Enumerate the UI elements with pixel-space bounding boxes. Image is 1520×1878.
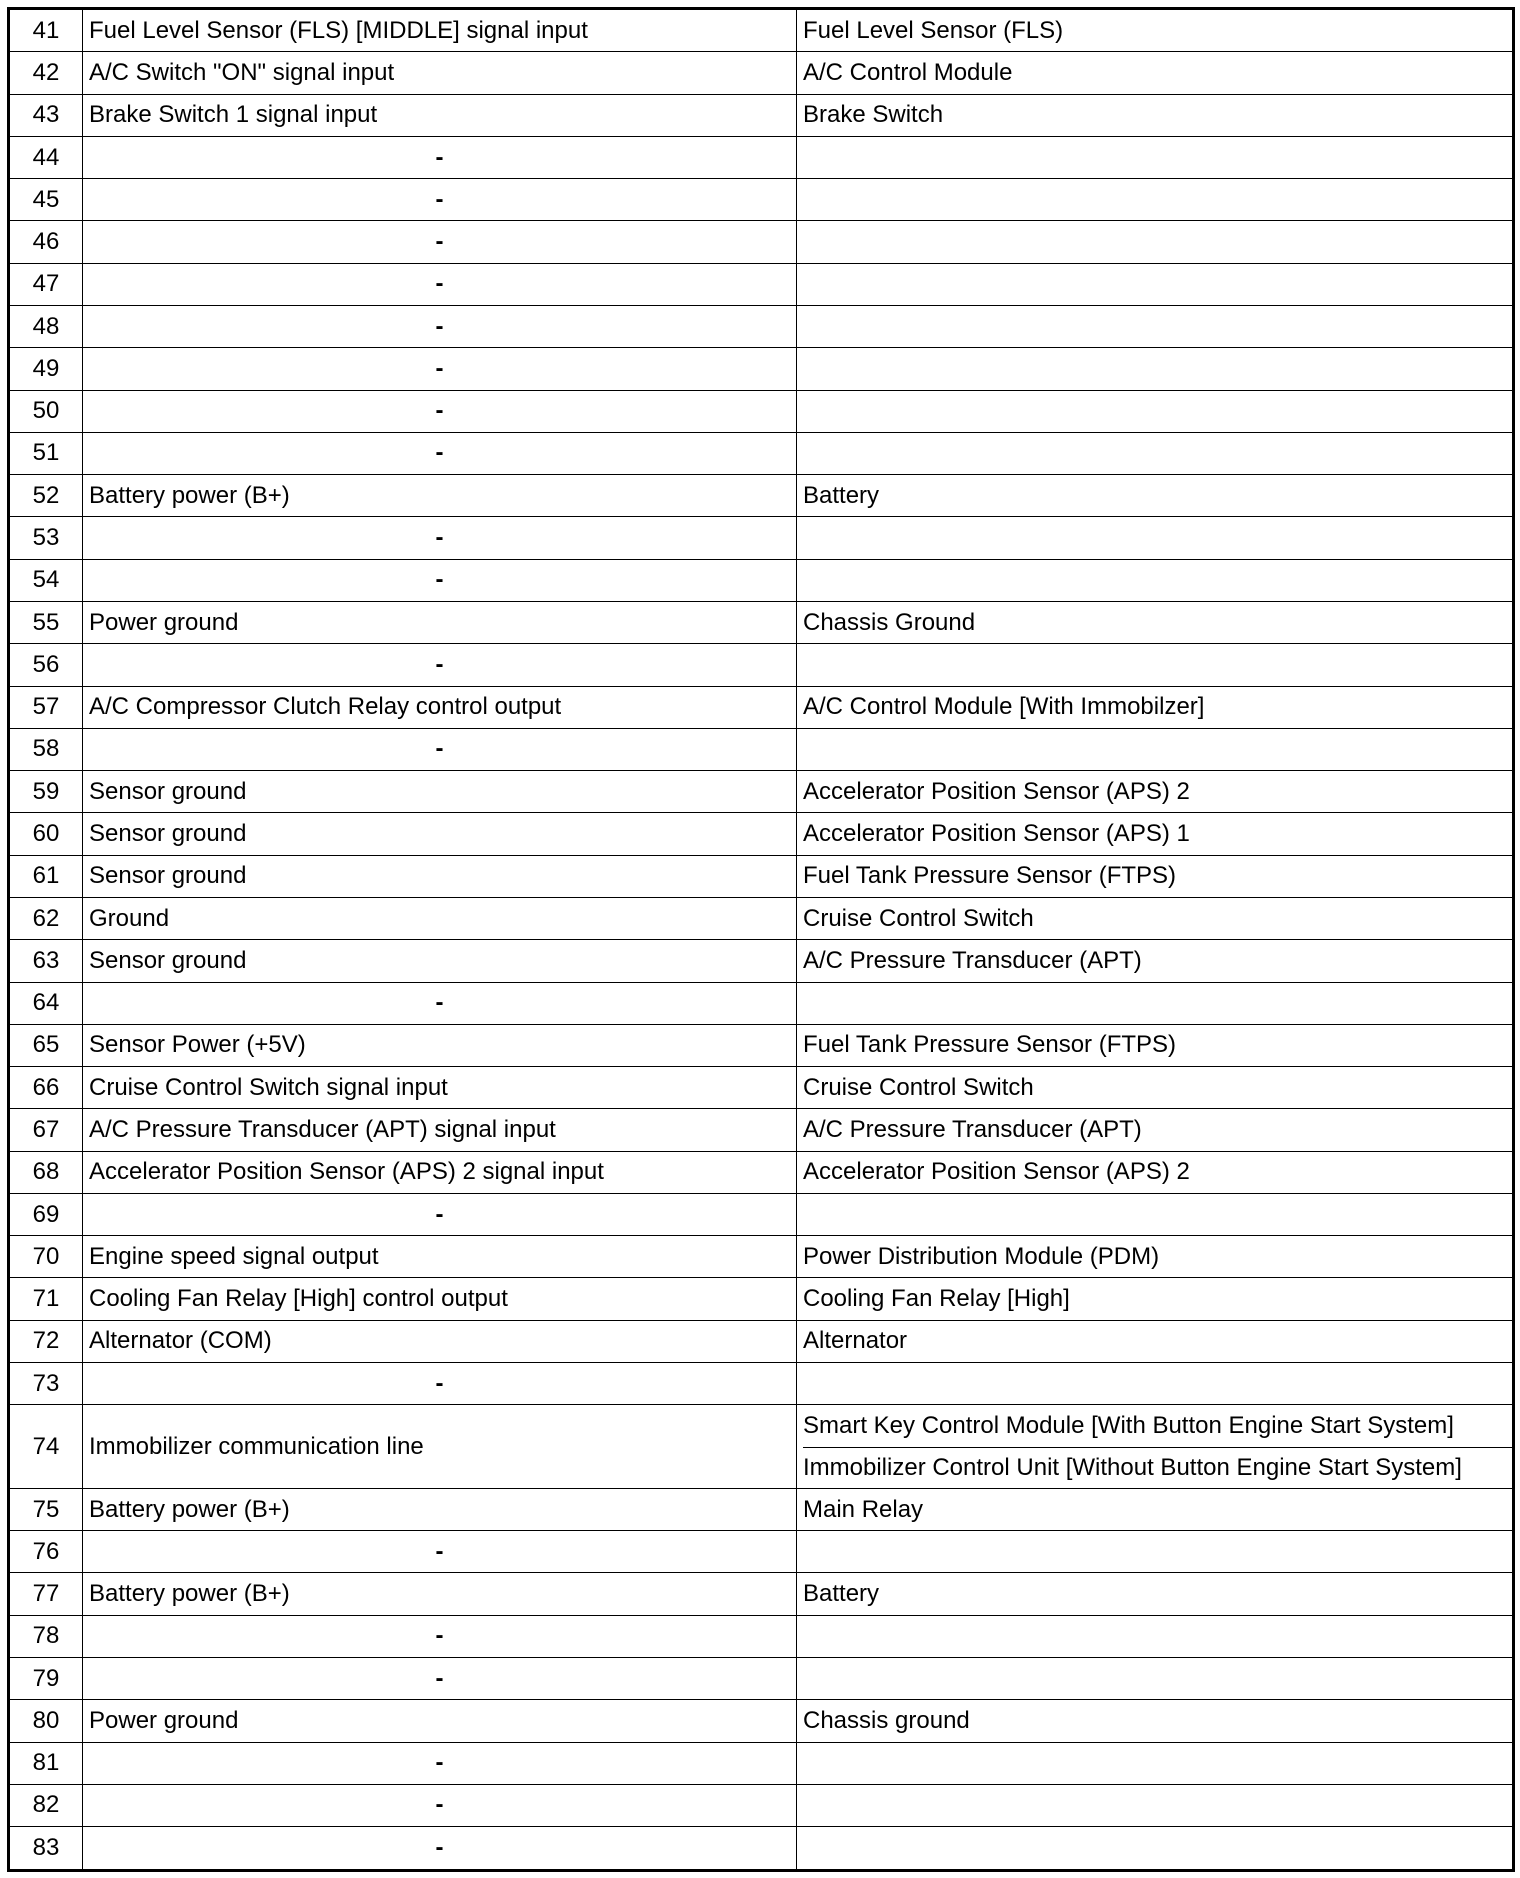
pin-number-cell: 66 (9, 1067, 83, 1109)
connected-to-cell: Accelerator Position Sensor (APS) 2 (797, 1151, 1514, 1193)
table-row (9, 1024, 1514, 1066)
table-row (9, 559, 1514, 601)
pin-number-cell: 51 (9, 432, 83, 474)
description-cell: - (83, 517, 797, 559)
description-cell: - (83, 179, 797, 221)
pin-number-cell: 68 (9, 1151, 83, 1193)
description-cell: - (83, 1784, 797, 1826)
connected-to-cell (797, 348, 1514, 390)
pin-number-cell: 69 (9, 1193, 83, 1235)
description-cell: - (83, 982, 797, 1024)
table-row (9, 390, 1514, 432)
description-cell: - (83, 1531, 797, 1573)
table-row (9, 1363, 1514, 1405)
connected-to-cell: Accelerator Position Sensor (APS) 1 (797, 813, 1514, 855)
pin-number-cell: 53 (9, 517, 83, 559)
table-row (9, 1573, 1514, 1615)
table-row (9, 1658, 1514, 1700)
connected-to-cell (797, 1363, 1514, 1405)
connected-to-cell: Chassis Ground (797, 601, 1514, 643)
pin-number-cell: 43 (9, 94, 83, 136)
pin-number-cell: 62 (9, 897, 83, 939)
connected-to-cell (797, 1658, 1514, 1700)
table-body (9, 9, 1514, 1871)
connected-to-cell: Cruise Control Switch (797, 1067, 1514, 1109)
pin-number-cell: 41 (9, 9, 83, 52)
table-row (9, 897, 1514, 939)
connected-to-cell (797, 263, 1514, 305)
description-cell: - (83, 136, 797, 178)
connected-to-entry: Immobilizer Control Unit [Without Button Engine Start System] (803, 1447, 1512, 1488)
description-cell: Sensor ground (83, 813, 797, 855)
table-row (9, 1784, 1514, 1826)
pin-number-cell: 57 (9, 686, 83, 728)
table-row (9, 1827, 1514, 1871)
pin-number-cell: 48 (9, 306, 83, 348)
description-cell: Power ground (83, 1700, 797, 1742)
table-row (9, 1151, 1514, 1193)
table-row (9, 221, 1514, 263)
connected-to-cell: Battery (797, 1573, 1514, 1615)
table-row (9, 728, 1514, 770)
description-cell: - (83, 728, 797, 770)
connected-to-cell: A/C Pressure Transducer (APT) (797, 940, 1514, 982)
pin-number-cell: 63 (9, 940, 83, 982)
pin-number-cell: 47 (9, 263, 83, 305)
table-row (9, 686, 1514, 728)
description-cell: Ground (83, 897, 797, 939)
table-row (9, 771, 1514, 813)
pin-number-cell: 67 (9, 1109, 83, 1151)
description-cell: - (83, 432, 797, 474)
pin-number-cell: 70 (9, 1236, 83, 1278)
connected-to-cell (797, 517, 1514, 559)
description-cell: A/C Pressure Transducer (APT) signal input (83, 1109, 797, 1151)
connected-to-cell (797, 1193, 1514, 1235)
pin-number-cell: 61 (9, 855, 83, 897)
table-row (9, 52, 1514, 94)
connected-to-cell: Main Relay (797, 1488, 1514, 1530)
table-row (9, 1320, 1514, 1362)
pin-number-cell: 60 (9, 813, 83, 855)
pin-number-cell: 71 (9, 1278, 83, 1320)
pin-description-table (7, 7, 1515, 1872)
table-row (9, 179, 1514, 221)
pin-number-cell: 75 (9, 1488, 83, 1530)
table-row (9, 1193, 1514, 1235)
pin-number-cell: 49 (9, 348, 83, 390)
connected-to-cell (797, 306, 1514, 348)
connected-to-cell: Accelerator Position Sensor (APS) 2 (797, 771, 1514, 813)
table-row (9, 940, 1514, 982)
description-cell: Power ground (83, 601, 797, 643)
connected-to-cell: Cruise Control Switch (797, 897, 1514, 939)
connected-to-cell: Fuel Tank Pressure Sensor (FTPS) (797, 1024, 1514, 1066)
description-cell: - (83, 644, 797, 686)
table-row (9, 517, 1514, 559)
connected-to-cell (797, 1615, 1514, 1657)
table-row (9, 1405, 1514, 1489)
connected-to-cell: Cooling Fan Relay [High] (797, 1278, 1514, 1320)
pin-number-cell: 54 (9, 559, 83, 601)
table-row (9, 1488, 1514, 1530)
connected-to-cell (797, 136, 1514, 178)
table-row (9, 1615, 1514, 1657)
description-cell: Sensor ground (83, 771, 797, 813)
description-cell: Sensor ground (83, 940, 797, 982)
table-row (9, 306, 1514, 348)
connected-to-cell (797, 390, 1514, 432)
connected-to-cell (797, 559, 1514, 601)
description-cell: - (83, 1658, 797, 1700)
description-cell: - (83, 1363, 797, 1405)
description-cell: Battery power (B+) (83, 475, 797, 517)
connected-to-cell (797, 1531, 1514, 1573)
connected-to-cell: A/C Control Module (797, 52, 1514, 94)
pin-number-cell: 82 (9, 1784, 83, 1826)
pin-number-cell: 50 (9, 390, 83, 432)
description-cell: - (83, 306, 797, 348)
pin-number-cell: 76 (9, 1531, 83, 1573)
connected-to-cell (797, 1827, 1514, 1871)
description-cell: Fuel Level Sensor (FLS) [MIDDLE] signal input (83, 9, 797, 52)
connected-to-cell (797, 644, 1514, 686)
pin-number-cell: 42 (9, 52, 83, 94)
pin-number-cell: 77 (9, 1573, 83, 1615)
description-cell: - (83, 390, 797, 432)
connected-to-cell (797, 982, 1514, 1024)
connected-to-cell (797, 1784, 1514, 1826)
table-row (9, 1278, 1514, 1320)
description-cell: Battery power (B+) (83, 1573, 797, 1615)
table-row (9, 348, 1514, 390)
description-cell: - (83, 221, 797, 263)
table-row (9, 601, 1514, 643)
connected-to-cell: Chassis ground (797, 1700, 1514, 1742)
description-cell: Battery power (B+) (83, 1488, 797, 1530)
description-cell: - (83, 1827, 797, 1871)
table-row (9, 475, 1514, 517)
pin-number-cell: 52 (9, 475, 83, 517)
pin-number-cell: 56 (9, 644, 83, 686)
connected-to-cell: Power Distribution Module (PDM) (797, 1236, 1514, 1278)
connected-to-cell (797, 432, 1514, 474)
table-row (9, 855, 1514, 897)
description-cell: - (83, 559, 797, 601)
table-row (9, 1236, 1514, 1278)
connected-to-cell: Fuel Level Sensor (FLS) (797, 9, 1514, 52)
pin-number-cell: 74 (9, 1405, 83, 1489)
description-cell: - (83, 1615, 797, 1657)
connected-to-cell: A/C Control Module [With Immobilzer] (797, 686, 1514, 728)
connected-to-cell (797, 1405, 1514, 1489)
table-row (9, 644, 1514, 686)
pin-number-cell: 44 (9, 136, 83, 178)
connected-to-cell: A/C Pressure Transducer (APT) (797, 1109, 1514, 1151)
connected-to-cell (797, 221, 1514, 263)
description-cell: - (83, 1193, 797, 1235)
table-row (9, 982, 1514, 1024)
table-row (9, 9, 1514, 52)
connected-to-cell: Brake Switch (797, 94, 1514, 136)
table-row (9, 263, 1514, 305)
description-cell: - (83, 263, 797, 305)
pin-number-cell: 78 (9, 1615, 83, 1657)
description-cell: Sensor ground (83, 855, 797, 897)
table-row (9, 1742, 1514, 1784)
description-cell: Engine speed signal output (83, 1236, 797, 1278)
connected-to-cell: Fuel Tank Pressure Sensor (FTPS) (797, 855, 1514, 897)
connected-to-cell: Alternator (797, 1320, 1514, 1362)
description-cell: Sensor Power (+5V) (83, 1024, 797, 1066)
description-cell: Alternator (COM) (83, 1320, 797, 1362)
pin-number-cell: 73 (9, 1363, 83, 1405)
description-cell: Brake Switch 1 signal input (83, 94, 797, 136)
pin-number-cell: 46 (9, 221, 83, 263)
pin-number-cell: 59 (9, 771, 83, 813)
description-cell: Cooling Fan Relay [High] control output (83, 1278, 797, 1320)
description-cell: Immobilizer communication line (83, 1405, 797, 1489)
connected-to-cell (797, 1742, 1514, 1784)
table-row (9, 1067, 1514, 1109)
connected-to-entry: Smart Key Control Module [With Button Engine Start System] (803, 1412, 1454, 1440)
pin-number-cell: 65 (9, 1024, 83, 1066)
pin-number-cell: 72 (9, 1320, 83, 1362)
pin-number-cell: 83 (9, 1827, 83, 1871)
pin-number-cell: 81 (9, 1742, 83, 1784)
pin-number-cell: 58 (9, 728, 83, 770)
table-row (9, 1531, 1514, 1573)
connected-to-cell (797, 179, 1514, 221)
pin-number-cell: 45 (9, 179, 83, 221)
pin-number-cell: 55 (9, 601, 83, 643)
pin-number-cell: 80 (9, 1700, 83, 1742)
description-cell: Accelerator Position Sensor (APS) 2 signal input (83, 1151, 797, 1193)
connected-to-cell: Battery (797, 475, 1514, 517)
description-cell: A/C Switch "ON" signal input (83, 52, 797, 94)
table-row (9, 1700, 1514, 1742)
table-row (9, 1109, 1514, 1151)
table-row (9, 94, 1514, 136)
description-cell: Cruise Control Switch signal input (83, 1067, 797, 1109)
description-cell: - (83, 1742, 797, 1784)
pin-number-cell: 64 (9, 982, 83, 1024)
description-cell: - (83, 348, 797, 390)
connected-to-cell (797, 728, 1514, 770)
table-row (9, 136, 1514, 178)
pin-number-cell: 79 (9, 1658, 83, 1700)
table-row (9, 432, 1514, 474)
table-row (9, 813, 1514, 855)
description-cell: A/C Compressor Clutch Relay control output (83, 686, 797, 728)
